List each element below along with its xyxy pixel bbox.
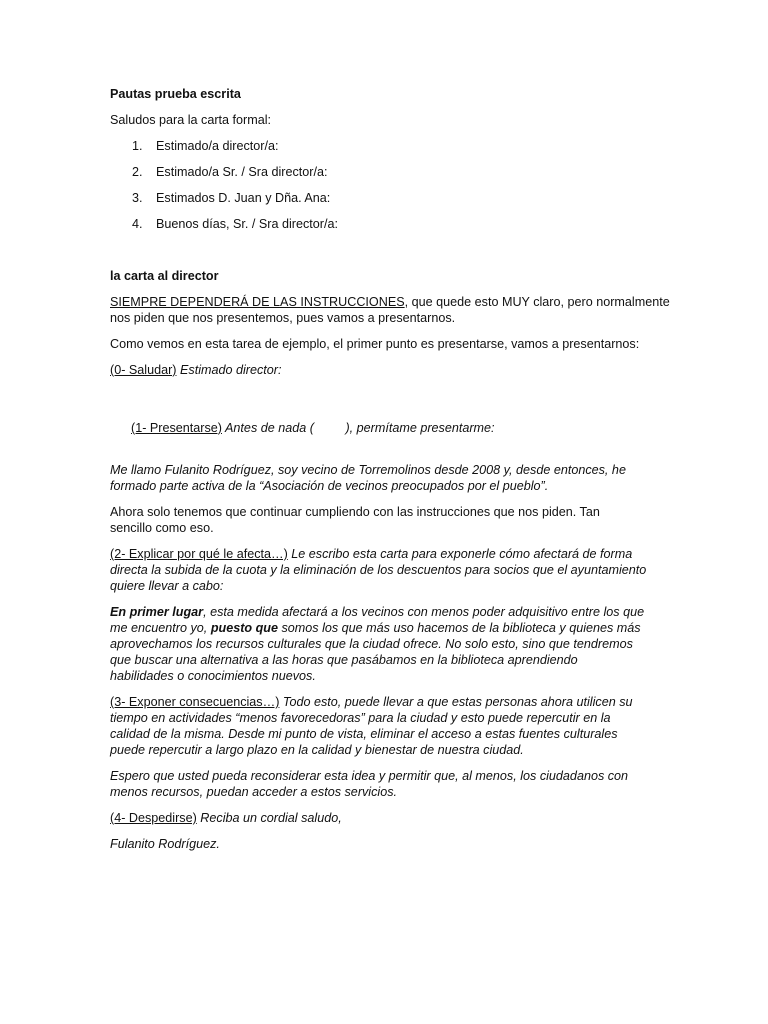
step-label: (3- Exponer consecuencias…)	[110, 695, 280, 709]
paragraph-line: Ahora solo tenemos que continuar cumpliendo con las instrucciones que nos piden. Tan	[110, 505, 600, 519]
step-text: Le escribo esta carta para exponerle cómo afectará de forma	[287, 547, 633, 561]
list-item	[110, 216, 670, 232]
intro-paragraph	[110, 462, 670, 494]
emphasis: En primer lugar	[110, 605, 204, 619]
greetings-list	[110, 138, 670, 232]
paragraph-line: sencillo como eso.	[110, 521, 214, 535]
list-text: Buenos días, Sr. / Sra director/a:	[156, 217, 339, 231]
example-intro: Como vemos en esta tarea de ejemplo, el primer punto es presentarse, vamos a presentarnos:	[110, 337, 640, 351]
list-item	[110, 164, 670, 180]
instructions-emphasis: SIEMPRE DEPENDERÁ DE LAS INSTRUCCIONES	[110, 295, 405, 309]
step-2	[110, 546, 670, 594]
step-1	[110, 404, 670, 452]
step-label: (0- Saludar)	[110, 363, 177, 377]
step-text: puede repercutir a largo plazo en la calidad y bienestar de nuestra ciudad.	[110, 743, 524, 757]
paragraph-line: aprovechamos los recursos culturales que la ciudad ofrece. No solo esto, sino que tendremos	[110, 637, 633, 651]
step-text: tiempo en actividades “menos favorecedoras” para la ciudad y esto puede repercutir en la	[110, 711, 611, 725]
step-text: Todo esto, puede llevar a que estas personas ahora utilicen su	[279, 695, 633, 709]
step-3	[110, 694, 670, 758]
step-label: (2- Explicar por qué le afecta…)	[110, 547, 288, 561]
list-text: Estimado/a Sr. / Sra director/a:	[156, 165, 328, 179]
instructions-text-line2: nos piden que nos presentemos, pues vamos a presentarnos.	[110, 311, 456, 325]
section-heading: la carta al director	[110, 269, 219, 283]
list-text: Estimado/a director/a:	[156, 139, 279, 153]
paragraph-line: habilidades o conocimientos nuevos.	[110, 669, 316, 683]
continue-paragraph	[110, 504, 670, 536]
paragraph-text: me encuentro yo,	[110, 621, 211, 635]
document-body	[110, 86, 670, 852]
greetings-intro: Saludos para la carta formal:	[110, 113, 272, 127]
paragraph-line: menos recursos, puedan acceder a estos servicios.	[110, 785, 397, 799]
instructions-text: , que quede esto MUY claro, pero normalmente	[404, 295, 670, 309]
paragraph-line: formado parte activa de la “Asociación de vecinos preocupados por el pueblo”.	[110, 479, 549, 493]
list-number: 4.	[132, 217, 143, 231]
instructions-paragraph	[110, 294, 670, 326]
step-text: quiere llevar a cabo:	[110, 579, 224, 593]
list-number: 1.	[132, 139, 143, 153]
step-text: calidad de la misma. Desde mi punto de vista, eliminar el acceso a estas fuentes culturales	[110, 727, 618, 741]
paragraph-text: , esta medida afectará a los vecinos con menos poder adquisitivo entre los que	[203, 605, 645, 619]
paragraph-line: Me llamo Fulanito Rodríguez, soy vecino de Torremolinos desde 2008 y, desde entonces, he	[110, 463, 626, 477]
page-title: Pautas prueba escrita	[110, 87, 241, 101]
hope-paragraph	[110, 768, 670, 800]
step-text: Antes de nada ( ), permítame presentarme:	[222, 421, 495, 435]
emphasis: puesto que	[210, 621, 278, 635]
first-place-paragraph	[110, 604, 670, 684]
signature: Fulanito Rodríguez.	[110, 837, 220, 851]
paragraph-line: Espero que usted pueda reconsiderar esta idea y permitir que, al menos, los ciudadanos con	[110, 769, 629, 783]
step-label: (4- Despedirse)	[110, 811, 197, 825]
step-0	[110, 362, 670, 378]
list-number: 2.	[132, 165, 143, 179]
list-item	[110, 138, 670, 154]
list-item	[110, 190, 670, 206]
step-label: (1- Presentarse)	[131, 421, 222, 435]
list-text: Estimados D. Juan y Dña. Ana:	[156, 191, 331, 205]
step-4	[110, 810, 670, 826]
step-text: directa la subida de la cuota y la eliminación de los descuentos para socios que el ayuntamiento	[110, 563, 647, 577]
paragraph-text: somos los que más uso hacemos de la biblioteca y quienes más	[277, 621, 641, 635]
step-text: Reciba un cordial saludo,	[196, 811, 342, 825]
step-text: Estimado director:	[176, 363, 282, 377]
list-number: 3.	[132, 191, 143, 205]
paragraph-line: que buscar una alternativa a las horas que pasábamos en la biblioteca aprendiendo	[110, 653, 578, 667]
